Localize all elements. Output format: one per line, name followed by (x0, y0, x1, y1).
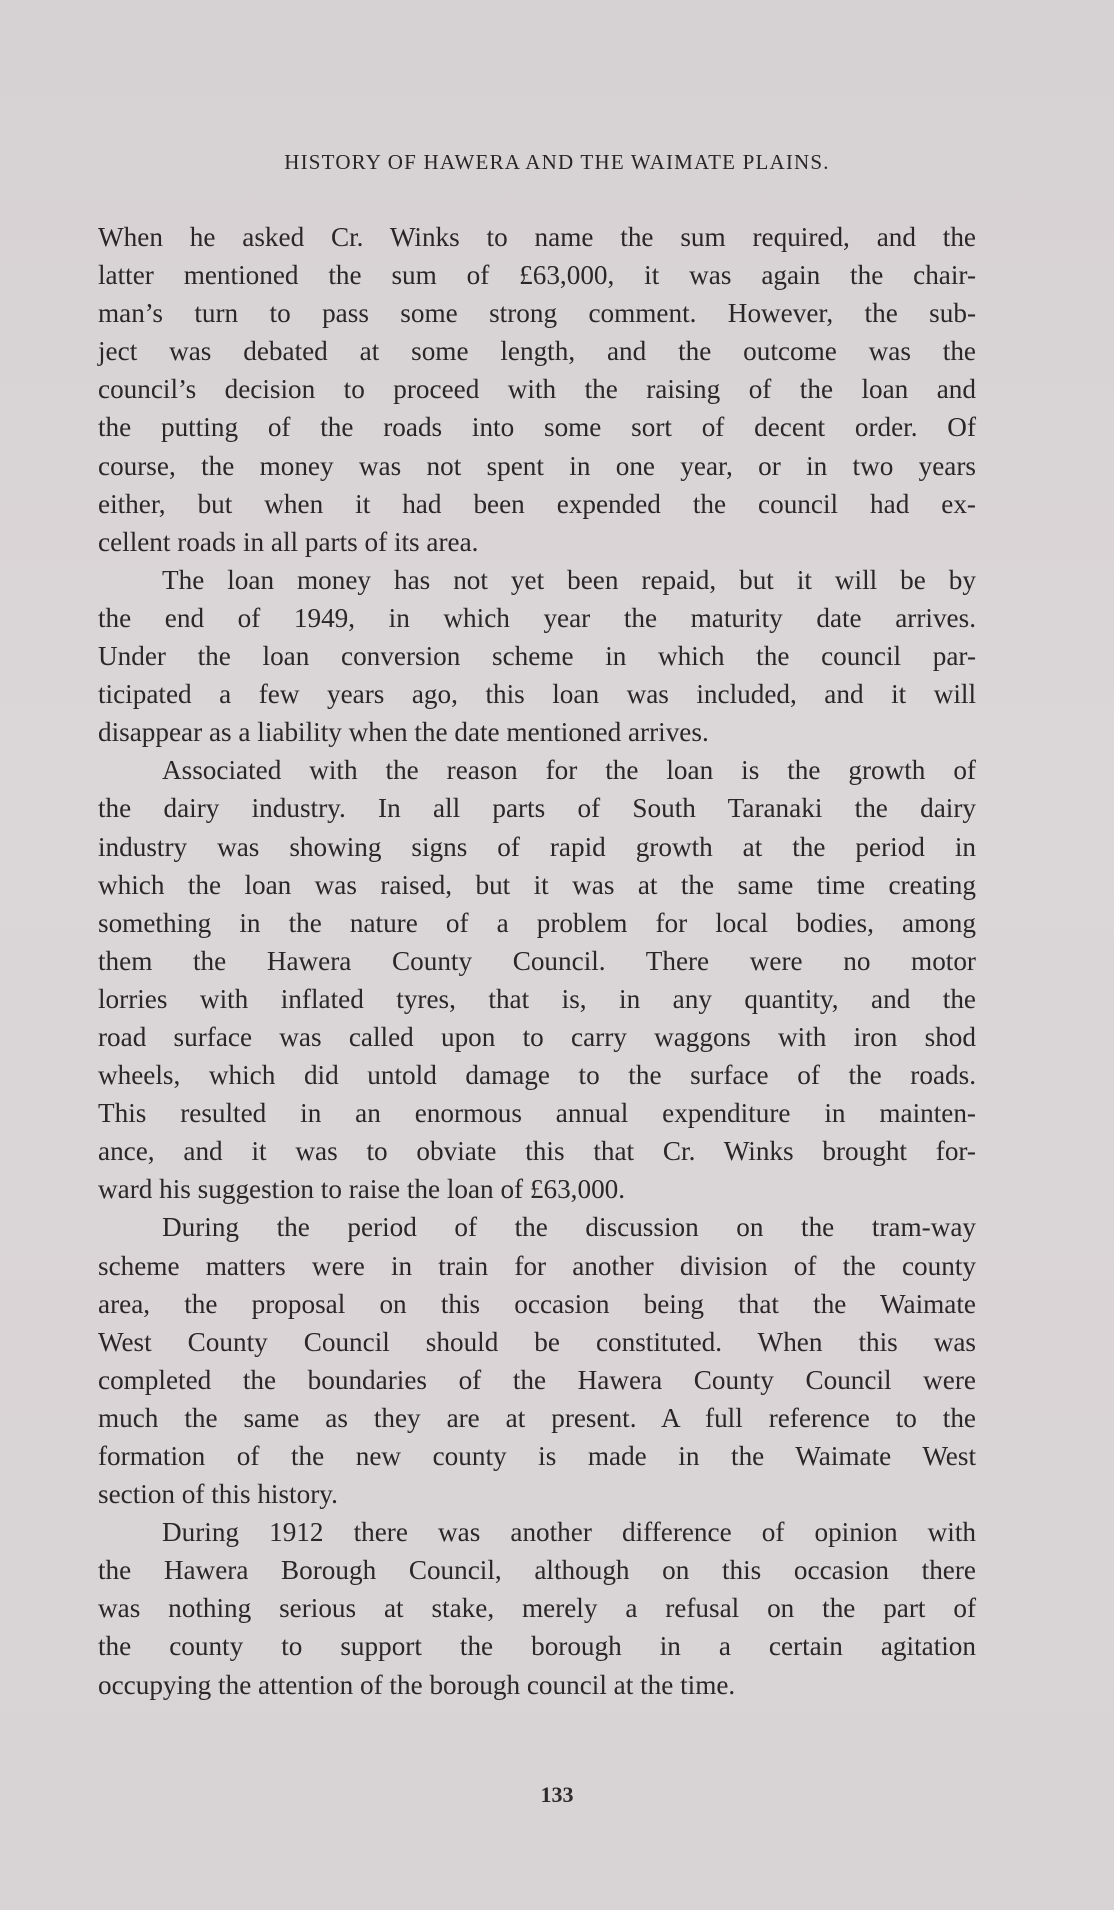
text-line: During the period of the discussion on the tram-way (162, 1212, 976, 1243)
text-line: ward his suggestion to raise the loan of £63,000. (98, 1174, 626, 1205)
text-line: was nothing serious at stake, merely a refusal on the part of (98, 1593, 976, 1624)
text-line: West County Council should be constituted. When this was (98, 1326, 976, 1357)
text-line: formation of the new county is made in the Waimate West (98, 1441, 976, 1471)
text-line: occupying the attention of the borough council at the time. (98, 1669, 736, 1700)
text-line: man’s turn to pass some strong comment. However, the sub- (98, 298, 976, 329)
page-number: 133 (540, 1782, 574, 1807)
paragraph (98, 1513, 976, 1703)
paragraph (98, 1208, 976, 1513)
text-line: During 1912 there was another difference of opinion with (162, 1517, 976, 1548)
text-line: ject was debated at some length, and the outcome was the (98, 336, 976, 367)
running-head: HISTORY OF HAWERA AND THE WAIMATE PLAINS. (284, 150, 830, 174)
text-line: council’s decision to proceed with the raising of the loan and (98, 374, 976, 405)
text-line: Under the loan conversion scheme in which the council par- (98, 641, 976, 672)
text-line: When he asked Cr. Winks to name the sum required, and the (98, 222, 976, 252)
paragraph (98, 751, 976, 1208)
text-line: the putting of the roads into some sort of decent order. Of (98, 412, 976, 443)
text-line: The loan money has not yet been repaid, but it will be by (162, 564, 976, 595)
paragraph (98, 218, 976, 561)
text-line: industry was showing signs of rapid growth at the period in (98, 831, 976, 862)
text-line: either, but when it had been expended the council had ex- (98, 488, 976, 519)
text-line: latter mentioned the sum of £63,000, it was again the chair- (98, 260, 976, 291)
text-line: the dairy industry. In all parts of South Taranaki the dairy (98, 793, 976, 824)
text-line: lorries with inflated tyres, that is, in any quantity, and the (98, 983, 976, 1014)
text-line: the county to support the borough in a certain agitation (98, 1631, 976, 1662)
text-line: road surface was called upon to carry waggons with iron shod (98, 1021, 976, 1052)
text-line: wheels, which did untold damage to the surface of the roads. (98, 1060, 976, 1091)
text-line: area, the proposal on this occasion being that the Waimate (98, 1288, 976, 1319)
text-line: Associated with the reason for the loan is the growth of (162, 755, 976, 786)
text-line: ticipated a few years ago, this loan was included, and it will (98, 679, 976, 710)
text-line: them the Hawera County Council. There were no motor (98, 945, 976, 976)
text-line: the end of 1949, in which year the maturity date arrives. (98, 602, 976, 633)
text-line: cellent roads in all parts of its area. (98, 526, 479, 557)
text-line: much the same as they are at present. A full reference to the (98, 1402, 976, 1433)
text-line: scheme matters were in train for another division of the county (98, 1250, 976, 1281)
text-line: section of this history. (98, 1479, 338, 1510)
paragraph (98, 561, 976, 751)
text-line: ance, and it was to obviate this that Cr. Winks brought for- (98, 1136, 976, 1167)
text-line: the Hawera Borough Council, although on this occasion there (98, 1555, 976, 1586)
text-line: completed the boundaries of the Hawera County Council were (98, 1364, 976, 1395)
text-line: something in the nature of a problem for local bodies, among (98, 907, 976, 938)
text-line: disappear as a liability when the date mentioned arrives. (98, 717, 709, 748)
text-line: This resulted in an enormous annual expenditure in mainten- (98, 1098, 976, 1129)
text-line: which the loan was raised, but it was at the same time creating (98, 869, 976, 900)
text-line: course, the money was not spent in one year, or in two years (98, 450, 976, 481)
body-text (98, 218, 976, 1704)
